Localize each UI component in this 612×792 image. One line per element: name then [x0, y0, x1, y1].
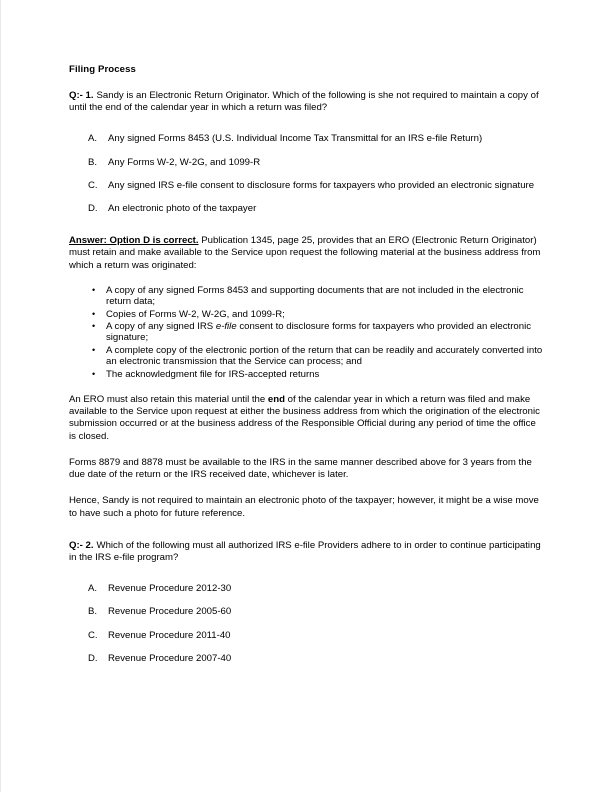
list-item: [69, 285, 545, 308]
list-item-pre: The acknowledgment file for IRS-accepted returns: [106, 368, 320, 380]
list-item-text: [106, 309, 545, 320]
option-letter: D.: [88, 652, 98, 664]
answer-intro: Publication 1345, page 25, provides that an ERO (Electronic Return Originator) must retain and make available to the Service upon request the following material at the business address from which a return was originated:: [69, 235, 541, 271]
option-letter: B.: [88, 156, 98, 168]
bullet-icon: •: [92, 284, 96, 295]
paragraph-pre: An ERO must also retain this material until the: [69, 394, 268, 406]
option-letter: A.: [88, 133, 98, 145]
bullet-icon: •: [92, 368, 96, 379]
list-item-post: consent to disclosure forms for taxpayers who provided an electronic signature;: [106, 321, 532, 344]
option-letter: D.: [88, 203, 98, 215]
answer-verdict: Answer: Option D is correct.: [69, 235, 199, 247]
option-label: Any signed Forms 8453 (U.S. Individual Income Tax Transmittal for an IRS e-file Return): [108, 133, 483, 145]
list-item: [69, 345, 545, 368]
option-row[interactable]: [69, 583, 545, 595]
option-row[interactable]: [69, 630, 545, 642]
option-letter: B.: [88, 606, 98, 618]
paragraph-pre: Hence, Sandy is not required to maintain an electronic photo of the taxpayer; however, it might be a wise move to have such a photo for future reference.: [69, 495, 539, 519]
answer-detail-paragraph: [69, 495, 545, 519]
question-1-prefix: Q:- 1.: [69, 90, 94, 101]
bullet-icon: •: [92, 344, 96, 355]
option-label: Revenue Procedure 2007-40: [108, 652, 232, 664]
option-row[interactable]: [69, 653, 545, 665]
list-item-italic: e-file: [215, 321, 237, 333]
option-letter: C.: [88, 629, 98, 641]
page-title: Filing Process: [69, 64, 136, 75]
option-label: Any Forms W-2, W-2G, and 1099-R: [108, 156, 261, 168]
answer-detail-paragraph: [69, 457, 545, 481]
option-label: Any signed IRS e-file consent to disclosure forms for taxpayers who provided an electronic signature: [108, 179, 535, 191]
list-item-text: [106, 345, 545, 368]
answer-block: [69, 235, 545, 519]
option-label: Revenue Procedure 2012-30: [108, 583, 232, 595]
option-row[interactable]: [69, 180, 545, 192]
question-2-text: [69, 540, 545, 564]
question-1-block: [69, 90, 545, 114]
answer-detail-paragraph: [69, 394, 545, 443]
document-content: [69, 64, 545, 676]
question-1-text: [69, 90, 545, 114]
list-item-pre: A copy of any signed Forms 8453 and supporting documents that are not included in the electronic return data;: [106, 284, 524, 308]
list-item: [69, 309, 545, 320]
bullet-icon: •: [92, 321, 96, 332]
list-item-text: [106, 321, 545, 344]
option-label: Revenue Procedure 2005-60: [108, 606, 232, 618]
list-item-pre: Copies of Forms W-2, W-2G, and 1099-R;: [106, 308, 285, 320]
list-item: [69, 369, 545, 380]
question-1-options: [69, 133, 545, 215]
option-label: An electronic photo of the taxpayer: [108, 203, 257, 215]
question-1-body: Sandy is an Electronic Return Originator. Which of the following is she not required to maintain a copy of until the end of the calendar year in which a return was filed?: [69, 90, 539, 114]
option-row[interactable]: [69, 606, 545, 618]
question-2-body: Which of the following must all authorized IRS e-file Providers adhere to in order to continue participating in the IRS e-file program?: [69, 539, 541, 563]
question-2-block: [69, 540, 545, 564]
bullet-icon: •: [92, 308, 96, 319]
list-item-text: [106, 285, 545, 308]
list-item-pre: A copy of any signed IRS: [106, 321, 216, 333]
option-row[interactable]: [69, 157, 545, 169]
option-row[interactable]: [69, 133, 545, 145]
answer-paragraph: [69, 235, 545, 272]
option-letter: C.: [88, 179, 98, 191]
option-row[interactable]: [69, 203, 545, 215]
option-label: Revenue Procedure 2011-40: [108, 629, 231, 641]
paragraph-pre: Forms 8879 and 8878 must be available to the IRS in the same manner described above for 3 years from the due date of the return or the IRS received date, whichever is later.: [69, 456, 532, 481]
page-edge-line: [0, 0, 1, 792]
list-item: [69, 321, 545, 344]
question-2-prefix: Q:- 2.: [69, 539, 94, 551]
option-letter: A.: [88, 583, 98, 595]
list-item-text: [106, 369, 545, 380]
answer-bullet-list: [69, 285, 545, 380]
paragraph-emphasis: end: [267, 394, 285, 406]
list-item-pre: A complete copy of the electronic portion of the return that can be readily and accurately converted into an electronic transmission that the Service can process; and: [106, 344, 543, 368]
question-2-options: [69, 583, 545, 665]
paragraph-post: of the calendar year in which a return was filed and make available to the Service upon request at either the business address from which the origination of the electronic submission occurred or at the business address of the Responsible Official during any period of time the office is closed.: [69, 394, 540, 442]
